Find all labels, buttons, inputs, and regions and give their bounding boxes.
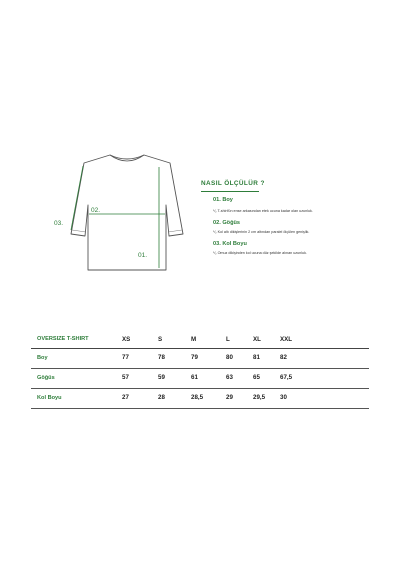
cell-gogus-l: 63 [226, 374, 233, 381]
step-desc-sleeve: ⅟₂ Omuz dikişinden kol ucuna düz şekilde alınan uzunluk. [213, 251, 307, 255]
table-row-gogus [31, 368, 369, 388]
guide-divider [201, 191, 259, 192]
size-header-xl: XL [253, 336, 261, 343]
cell-gogus-s: 59 [158, 374, 165, 381]
cell-kol-xxl: 30 [280, 394, 287, 401]
cell-kol-l: 29 [226, 394, 233, 401]
table-divider [31, 408, 369, 409]
marker-sleeve: 03. [54, 220, 64, 227]
size-table [31, 331, 369, 408]
table-row-kol-boyu [31, 388, 369, 408]
left-cuff-stitch [72, 230, 86, 232]
row-label-kol-boyu: Kol Boyu [37, 395, 62, 401]
step-label-length: 01. Boy [213, 197, 233, 203]
step-desc-chest: ⅟₂ Kol altı dikişlerinin 2 cm altından paralel ölçülen genişlik. [213, 230, 310, 234]
cell-gogus-xs: 57 [122, 374, 129, 381]
size-header-xs: XS [122, 336, 131, 343]
cell-gogus-xl: 65 [253, 374, 260, 381]
cell-kol-xl: 29,5 [253, 394, 266, 401]
step-label-chest: 02. Göğüs [213, 220, 241, 226]
cell-boy-l: 80 [226, 354, 233, 361]
cell-boy-xl: 81 [253, 354, 260, 361]
guide-title: NASIL ÖLÇÜLÜR ? [201, 180, 265, 187]
size-table-header [31, 331, 369, 348]
size-header-xxl: XXL [280, 336, 293, 343]
step-label-sleeve: 03. Kol Boyu [213, 241, 247, 247]
tshirt-collar [110, 155, 144, 161]
cell-gogus-m: 61 [191, 374, 198, 381]
size-header-s: S [158, 336, 163, 343]
cell-boy-xs: 77 [122, 354, 129, 361]
row-label-gogus: Göğüs [37, 375, 55, 381]
step-desc-chest-text: Kol altı dikişlerinin 2 cm altından paralel ölçülen genişlik. [217, 230, 310, 234]
tshirt-measurement-figure [52, 148, 202, 273]
cell-kol-m: 28,5 [191, 394, 204, 401]
tshirt-outline [71, 155, 183, 270]
table-row-boy [31, 348, 369, 368]
size-header-m: M [191, 336, 197, 343]
cell-kol-xs: 27 [122, 394, 129, 401]
cell-boy-m: 79 [191, 354, 198, 361]
cell-kol-s: 28 [158, 394, 165, 401]
step-desc-length: ⅟₂ T-shirt'ün ense arkasından etek ucuna kadar olan uzunluk. [213, 209, 313, 213]
cell-boy-xxl: 82 [280, 354, 287, 361]
step-desc-sleeve-text: Omuz dikişinden kol ucuna düz şekilde alınan uzunluk. [217, 251, 307, 255]
sleeve-measure-line [71, 166, 83, 230]
marker-chest: 02. [91, 207, 101, 214]
right-cuff-stitch [168, 230, 182, 232]
step-desc-length-text: T-shirt'ün ense arkasından etek ucuna kadar olan uzunluk. [217, 209, 313, 213]
cell-gogus-xxl: 67,5 [280, 374, 293, 381]
row-label-boy: Boy [37, 355, 48, 361]
cell-boy-s: 78 [158, 354, 165, 361]
marker-length: 01. [138, 252, 148, 259]
size-table-title: OVERSIZE T-SHIRT [37, 336, 89, 342]
size-header-l: L [226, 336, 230, 343]
